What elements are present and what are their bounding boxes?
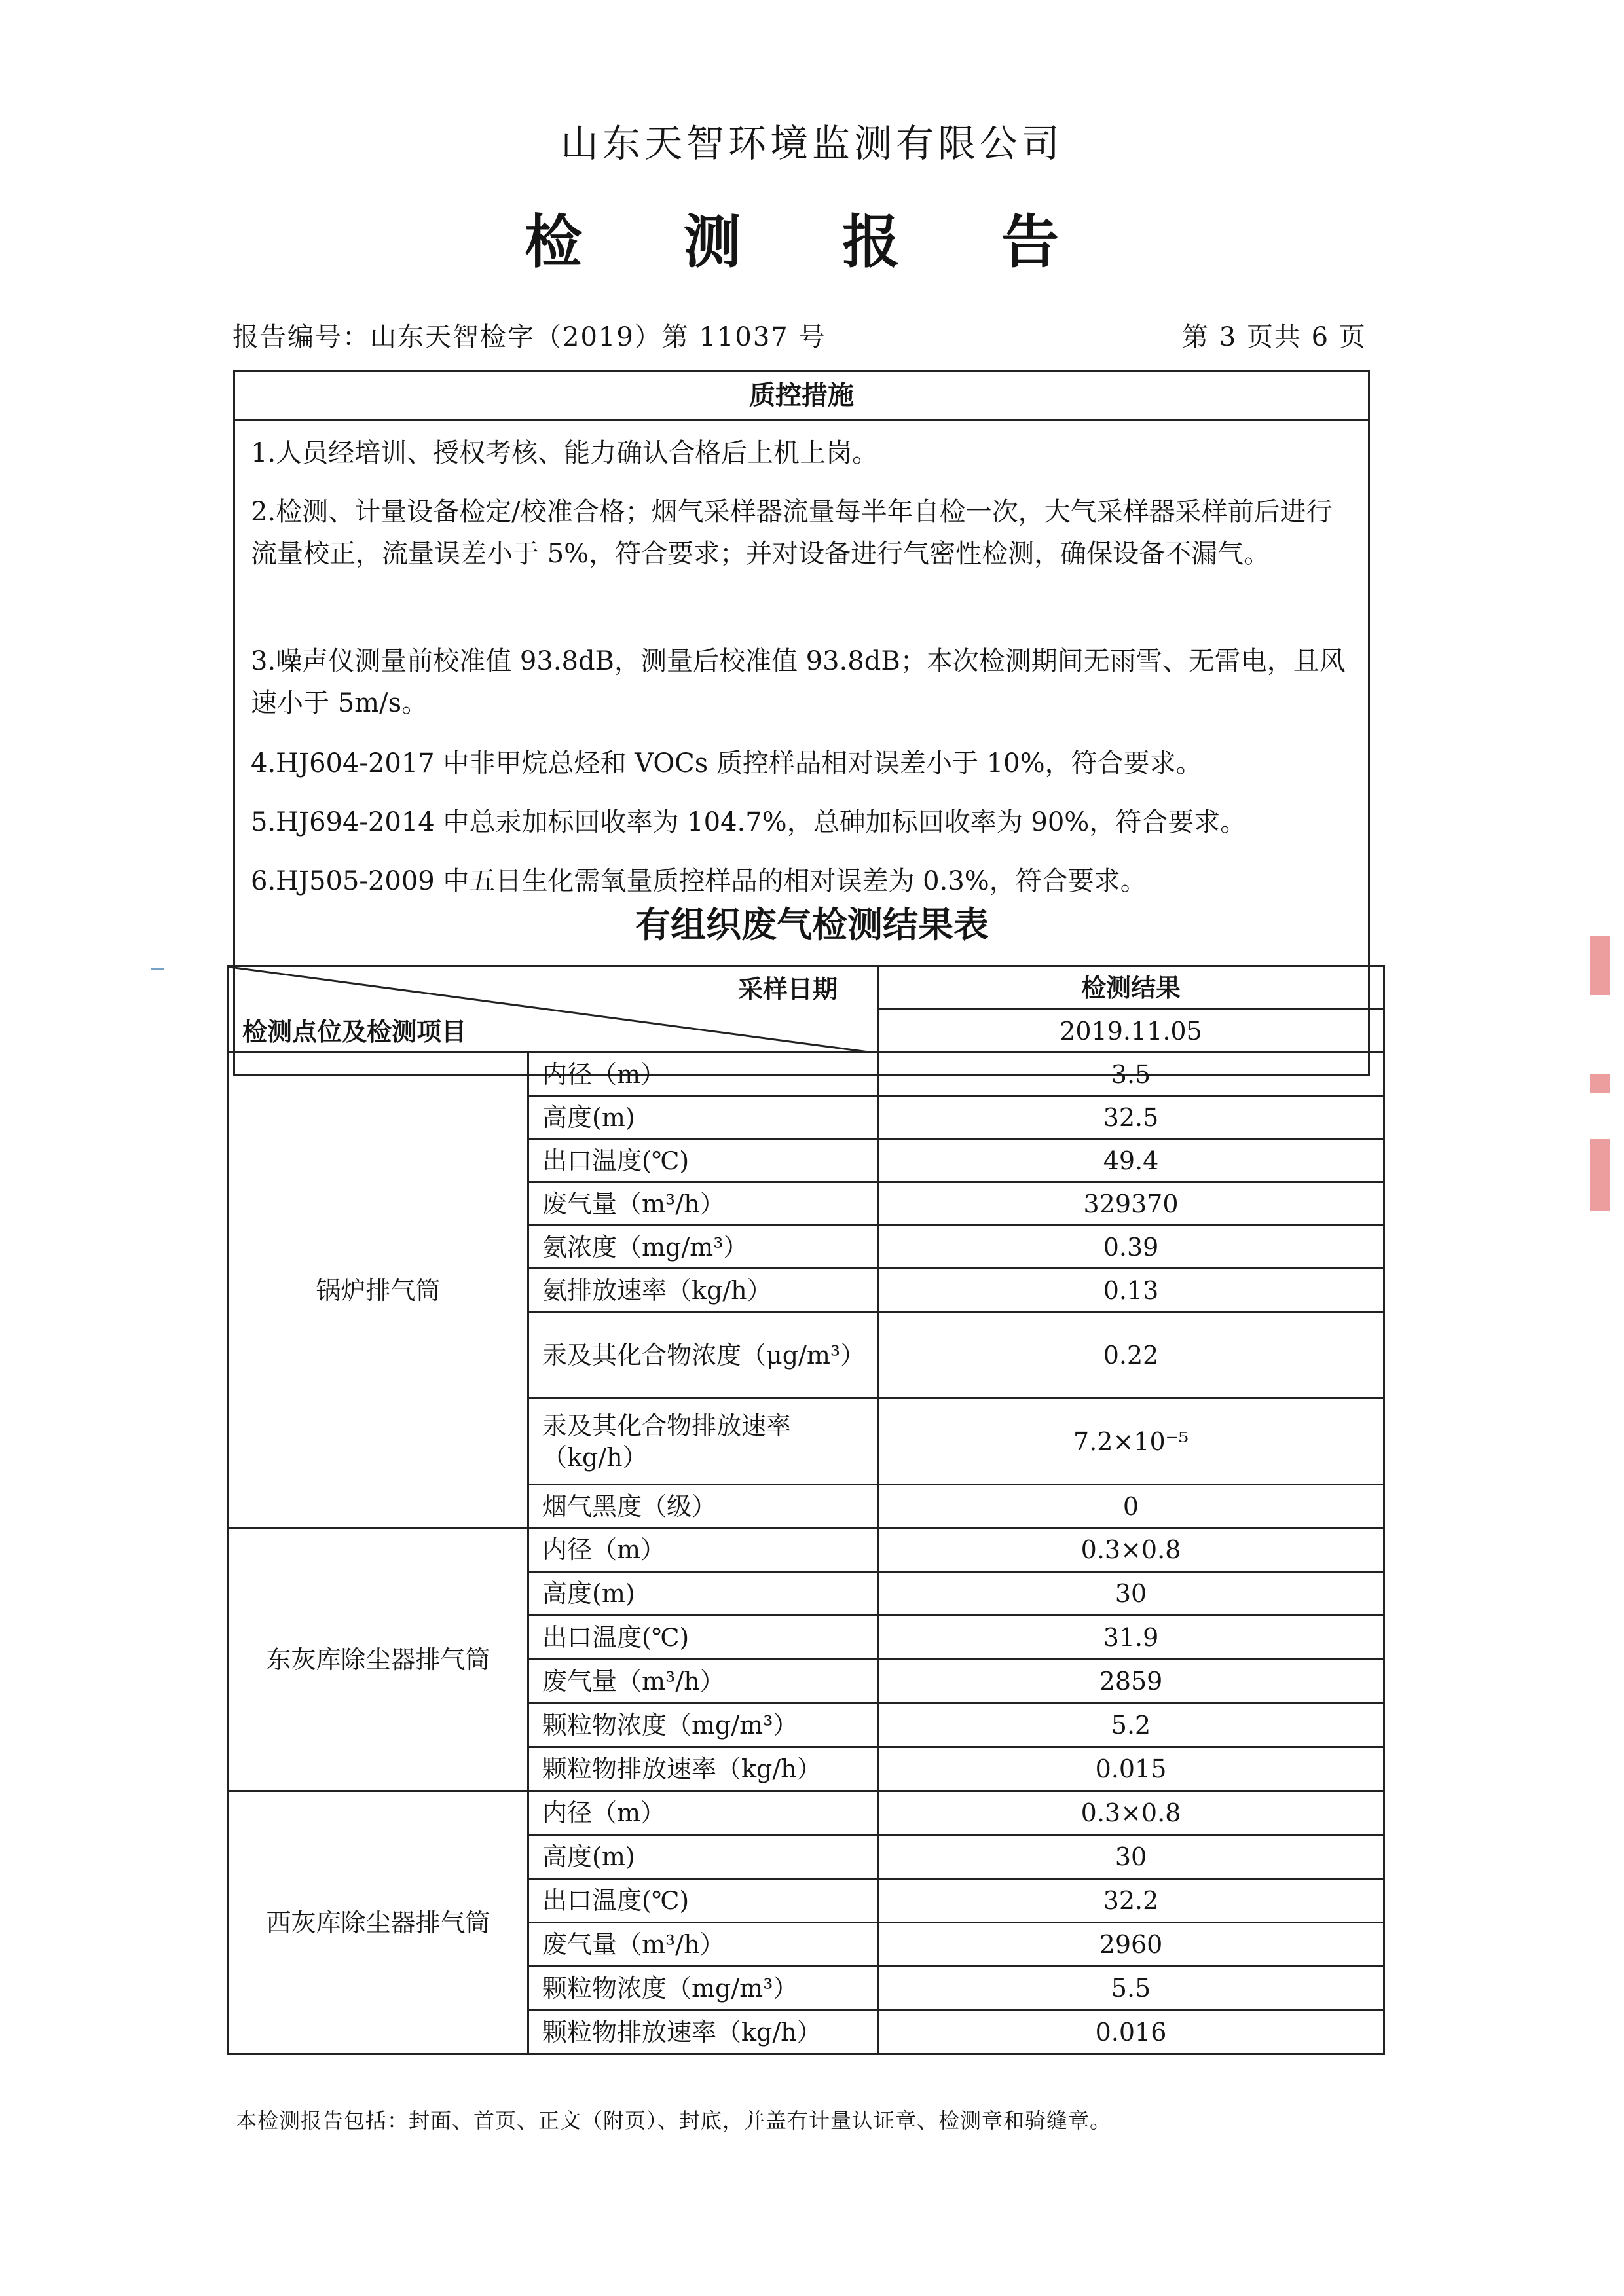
qc-item-3: 3.噪声仪测量前校准值 93.8dB，测量后校准值 93.8dB；本次检测期间无雨雪、无雷电，且风速小于 5m/s。 xyxy=(251,646,1346,718)
item-value: 5.2 xyxy=(878,1704,1384,1747)
sampling-date: 2019.11.05 xyxy=(878,1010,1384,1053)
seam-stamp-fragment xyxy=(1590,936,1610,995)
item-value: 32.2 xyxy=(878,1879,1384,1923)
group-name: 西灰库除尘器排气筒 xyxy=(229,1791,528,2054)
item-label: 烟气黑度（级） xyxy=(528,1485,878,1528)
item-label: 废气量（m³/h） xyxy=(528,1660,878,1704)
qc-item-2: 2.检测、计量设备检定/校准合格；烟气采样器流量每半年自检一次，大气采样器采样前后进行流量校正，流量误差小于 5%，符合要求；并对设备进行气密性检测，确保设备不漏气。 xyxy=(251,497,1333,569)
item-label: 内径（m） xyxy=(528,1528,878,1572)
group-name: 锅炉排气筒 xyxy=(229,1053,528,1528)
qc-item-5: 5.HJ694-2014 中总汞加标回收率为 104.7%，总砷加标回收率为 90%，符合要求。 xyxy=(251,807,1247,837)
item-label: 出口温度(℃) xyxy=(528,1616,878,1660)
item-label: 颗粒物排放速率（kg/h） xyxy=(528,1747,878,1791)
item-value: 3.5 xyxy=(878,1053,1384,1096)
item-value: 30 xyxy=(878,1572,1384,1616)
qc-item-6: 6.HJ505-2009 中五日生化需氧量质控样品的相对误差为 0.3%，符合要求。 xyxy=(251,866,1147,896)
item-label: 出口温度(℃) xyxy=(528,1879,878,1923)
item-label: 汞及其化合物排放速率（kg/h） xyxy=(528,1398,878,1485)
qc-heading: 质控措施 xyxy=(235,372,1368,421)
seam-stamp-fragment xyxy=(1590,1139,1610,1211)
item-label: 氨浓度（mg/m³） xyxy=(528,1226,878,1269)
item-value: 30 xyxy=(878,1835,1384,1879)
item-label: 颗粒物浓度（mg/m³） xyxy=(528,1704,878,1747)
item-value: 0 xyxy=(878,1485,1384,1528)
item-label: 废气量（m³/h） xyxy=(528,1923,878,1967)
item-label: 高度(m) xyxy=(528,1572,878,1616)
table-title: 有组织废气检测结果表 xyxy=(635,904,989,945)
item-value: 329370 xyxy=(878,1182,1384,1226)
item-value: 0.39 xyxy=(878,1226,1384,1269)
location-item-label: 检测点位及检测项目 xyxy=(242,1017,467,1046)
item-value: 0.22 xyxy=(878,1312,1384,1398)
item-label: 颗粒物浓度（mg/m³） xyxy=(528,1967,878,2011)
item-label: 汞及其化合物浓度（μg/m³） xyxy=(528,1312,878,1398)
item-value: 31.9 xyxy=(878,1616,1384,1660)
item-value: 0.13 xyxy=(878,1269,1384,1312)
scan-artifact xyxy=(151,968,164,970)
item-value: 0.3×0.8 xyxy=(878,1791,1384,1835)
item-value: 7.2×10⁻⁵ xyxy=(878,1398,1384,1485)
qc-item-1: 1.人员经培训、授权考核、能力确认合格后上机上岗。 xyxy=(251,438,879,468)
group-name: 东灰库除尘器排气筒 xyxy=(229,1528,528,1791)
item-value: 5.5 xyxy=(878,1967,1384,2011)
item-label: 内径（m） xyxy=(528,1053,878,1096)
item-value: 32.5 xyxy=(878,1096,1384,1139)
item-label: 高度(m) xyxy=(528,1835,878,1879)
item-value: 49.4 xyxy=(878,1139,1384,1182)
item-value: 0.016 xyxy=(878,2011,1384,2054)
company-name: 山东天智环境监测有限公司 xyxy=(560,121,1063,166)
seam-stamp-fragment xyxy=(1590,1074,1610,1093)
footer-note: 本检测报告包括：封面、首页、正文（附页）、封底，并盖有计量认证章、检测章和骑缝章。 xyxy=(236,2108,1112,2133)
item-label: 高度(m) xyxy=(528,1096,878,1139)
results-table xyxy=(227,965,1385,2055)
document-title: 检 测 报 告 xyxy=(525,208,1099,276)
report-number: 报告编号：山东天智检字（2019）第 11037 号 xyxy=(232,322,826,352)
item-value: 2960 xyxy=(878,1923,1384,1967)
item-label: 废气量（m³/h） xyxy=(528,1182,878,1226)
result-header: 检测结果 xyxy=(878,966,1384,1010)
item-label: 颗粒物排放速率（kg/h） xyxy=(528,2011,878,2054)
item-label: 出口温度(℃) xyxy=(528,1139,878,1182)
page-info: 第 3 页共 6 页 xyxy=(1182,322,1367,352)
item-label: 内径（m） xyxy=(528,1791,878,1835)
diagonal-header-cell xyxy=(229,966,878,1053)
item-value: 0.3×0.8 xyxy=(878,1528,1384,1572)
item-value: 2859 xyxy=(878,1660,1384,1704)
item-value: 0.015 xyxy=(878,1747,1384,1791)
sampling-date-label: 采样日期 xyxy=(737,975,838,1004)
item-label: 氨排放速率（kg/h） xyxy=(528,1269,878,1312)
qc-item-4: 4.HJ604-2017 中非甲烷总烃和 VOCs 质控样品相对误差小于 10%，符合要求。 xyxy=(251,748,1202,778)
